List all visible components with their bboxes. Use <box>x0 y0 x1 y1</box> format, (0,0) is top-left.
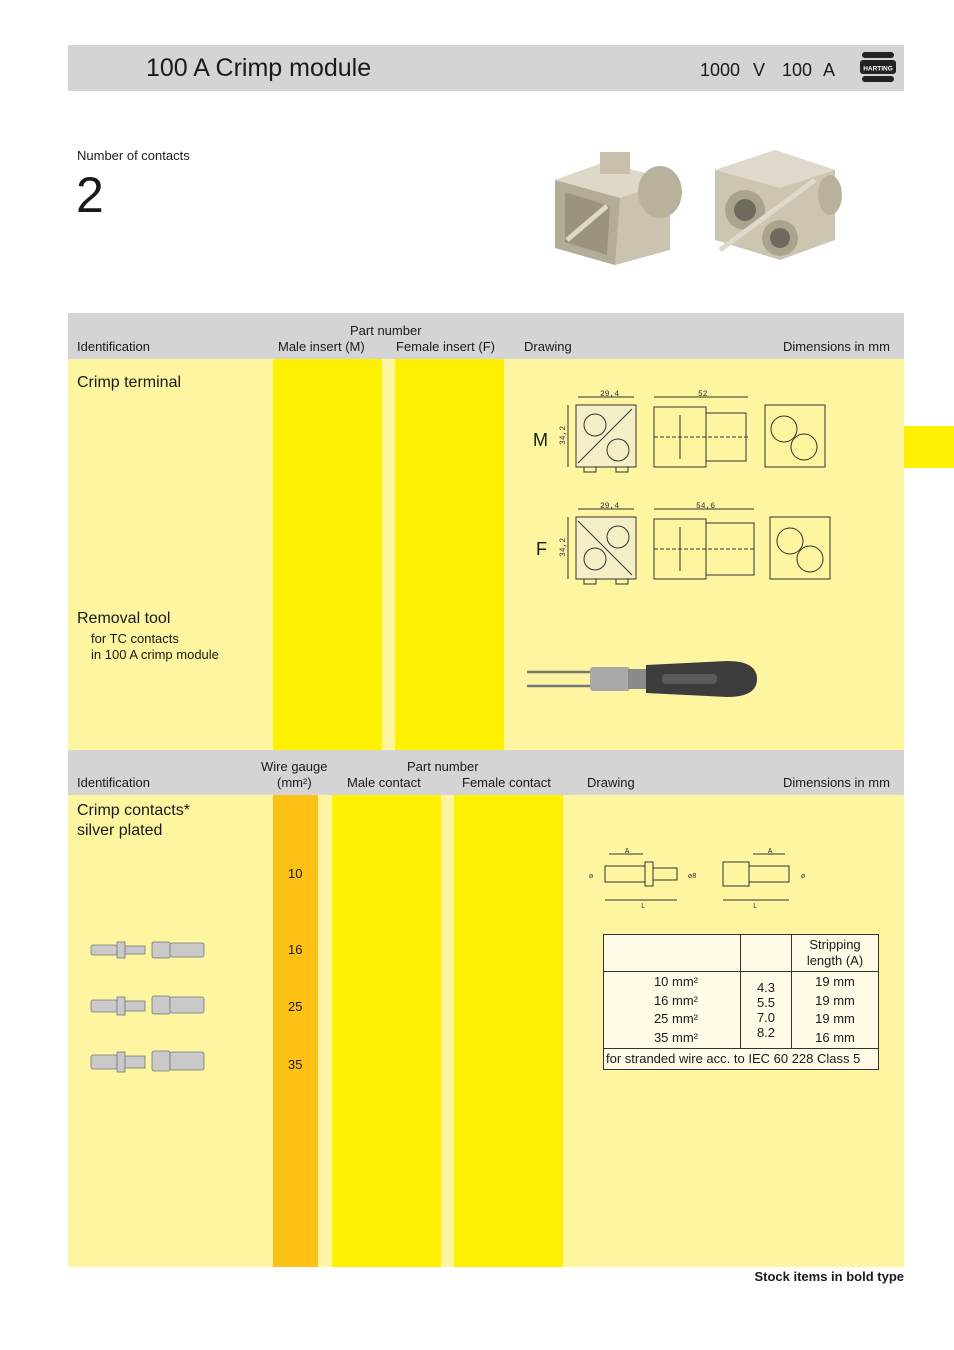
strip-10: 19 mm <box>815 974 855 989</box>
d-25: 7.0 <box>756 1010 776 1025</box>
section-16: 16 mm² <box>653 992 698 1008</box>
t2-male-column <box>332 795 441 1267</box>
page-title: 100 A Crimp module <box>146 54 372 82</box>
d-16: 5.5 <box>756 995 776 1010</box>
t2-female-column <box>454 795 563 1267</box>
t1-male-column <box>273 359 382 750</box>
brand-text: HARTING <box>863 65 893 73</box>
removal-tool-image <box>522 655 772 705</box>
row-removal-tool: Removal tool <box>77 610 171 627</box>
section-10: 10 mm² <box>653 974 698 989</box>
gauge-10: 10 <box>288 866 303 881</box>
svg-text:34,2: 34,2 <box>559 425 568 445</box>
t2-part-number: Part number <box>407 759 479 774</box>
stock-note: Stock items in bold type <box>754 1269 904 1284</box>
label-f: F <box>536 539 547 559</box>
t2-drawing: Drawing <box>587 775 635 790</box>
t1-dimensions: Dimensions in mm <box>783 339 890 354</box>
gauge-16: 16 <box>288 942 303 957</box>
row-crimp-terminal: Crimp terminal <box>77 374 182 391</box>
strip-25: 19 mm <box>815 1011 855 1026</box>
t1-ident-column <box>68 359 259 750</box>
male-insert-photo <box>555 152 682 265</box>
row-silver-plated: silver plated <box>77 822 163 839</box>
t1-male-insert: Male insert (M) <box>278 339 365 354</box>
svg-text:L: L <box>641 903 646 911</box>
product-photo <box>545 140 845 270</box>
section-25: 25 mm² <box>653 1011 698 1026</box>
t1-identification: Identification <box>77 339 150 354</box>
t1-drawing: Drawing <box>524 339 572 354</box>
current-value: 100 <box>782 60 813 80</box>
label-m: M <box>533 430 548 450</box>
t1-female-insert: Female insert (F) <box>396 339 495 354</box>
svg-text:ø: ø <box>589 873 594 881</box>
female-insert-drawing <box>560 497 835 587</box>
strip-16: 19 mm <box>815 992 855 1008</box>
row-crimp-contacts: Crimp contacts* <box>77 802 190 819</box>
t2-identification: Identification <box>77 775 150 790</box>
stripping-table <box>603 934 879 1070</box>
male-insert-drawing <box>560 385 835 475</box>
gauge-25: 25 <box>288 999 303 1014</box>
removal-desc-1: for TC contacts <box>91 631 179 646</box>
svg-text:29,4: 29,4 <box>600 502 620 511</box>
t1-part-number: Part number <box>350 323 422 338</box>
contacts-label: Number of contacts <box>77 148 190 163</box>
d-35: 8.2 <box>756 1025 776 1040</box>
svg-text:L: L <box>753 903 758 911</box>
stripping-header: Stripping length (A) <box>792 935 879 972</box>
d-10: 4.3 <box>756 980 776 995</box>
crimp-contacts-photo <box>88 938 208 1078</box>
section-tab <box>904 426 954 468</box>
voltage-unit: V <box>753 60 766 80</box>
svg-text:34,2: 34,2 <box>559 537 568 557</box>
stripping-footnote: for stranded wire acc. to IEC 60 228 Class 5 <box>604 1049 879 1070</box>
contact-drawing <box>585 842 815 912</box>
t2-male-contact: Male contact <box>347 775 421 790</box>
svg-text:ø8: ø8 <box>688 873 697 881</box>
strip-35: 16 mm <box>815 1029 855 1045</box>
t2-female-contact: Female contact <box>462 775 551 790</box>
harting-logo <box>858 50 898 86</box>
svg-text:54,6: 54,6 <box>696 502 716 511</box>
t1-female-column <box>395 359 504 750</box>
svg-text:A: A <box>625 848 630 856</box>
t2-dimensions: Dimensions in mm <box>783 775 890 790</box>
current-unit: A <box>823 60 836 80</box>
svg-text:52: 52 <box>698 390 708 399</box>
voltage-value: 1000 <box>700 60 741 80</box>
t2-wire-gauge-unit: (mm²) <box>277 775 312 790</box>
female-insert-photo <box>715 150 842 260</box>
svg-text:ø: ø <box>801 873 806 881</box>
section-35: 35 mm² <box>653 1029 698 1045</box>
gauge-35: 35 <box>288 1057 303 1072</box>
svg-text:A: A <box>768 848 773 856</box>
removal-desc-2: in 100 A crimp module <box>91 647 219 662</box>
svg-text:29,4: 29,4 <box>600 390 620 399</box>
contacts-value: 2 <box>76 167 104 223</box>
t2-wire-gauge: Wire gauge <box>261 759 328 774</box>
